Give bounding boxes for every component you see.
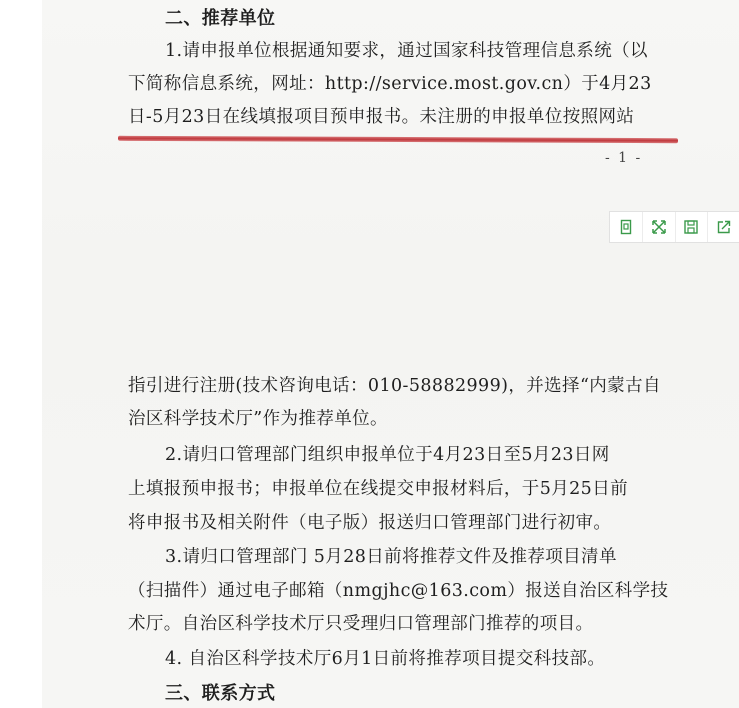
section-heading-contact: 三、联系方式 (165, 683, 276, 704)
paragraph-line: 上填报预申报书；申报单位在线提交申报材料后，于5月25日前 (128, 479, 628, 499)
save-icon (683, 219, 699, 235)
paragraph-line: 4. 自治区科学技术厅6月1日前将推荐项目提交科技部。 (165, 649, 606, 669)
floating-toolbar (609, 211, 739, 243)
share-button[interactable] (708, 212, 739, 242)
paragraph-line: （扫描件）通过电子邮箱（nmgjhc@163.com）报送自治区科学技 (128, 581, 669, 601)
bookmark-icon (618, 219, 634, 235)
save-button[interactable] (676, 212, 709, 242)
section-heading-recommend-unit: 二、推荐单位 (165, 8, 276, 29)
paragraph-line: 日-5月23日在线填报项目预申报书。未注册的申报单位按照网站 (128, 107, 635, 127)
paragraph-line: 下简称信息系统，网址：http://service.most.gov.cn）于4月23 (128, 74, 652, 94)
share-icon (716, 219, 732, 235)
expand-button[interactable] (643, 212, 676, 242)
paragraph-line: 1.请申报单位根据通知要求，通过国家科技管理信息系统（以 (165, 41, 648, 61)
paragraph-line: 2.请归口管理部门组织申报单位于4月23日至5月23日网 (165, 445, 610, 465)
paragraph-line: 术厅。自治区科学技术厅只受理归口管理部门推荐的项目。 (128, 614, 594, 634)
paragraph-line: 指引进行注册(技术咨询电话：010-58882999)，并选择“内蒙古自 (128, 376, 661, 396)
expand-icon (651, 219, 667, 235)
page-number: - 1 - (605, 150, 643, 166)
paragraph-line: 3.请归口管理部门 5月28日前将推荐文件及推荐项目清单 (165, 547, 617, 567)
paragraph-line: 将申报书及相关附件（电子版）报送归口管理部门进行初审。 (128, 513, 612, 533)
bookmark-button[interactable] (610, 212, 643, 242)
paragraph-line: 治区科学技术厅”作为推荐单位。 (128, 409, 388, 429)
